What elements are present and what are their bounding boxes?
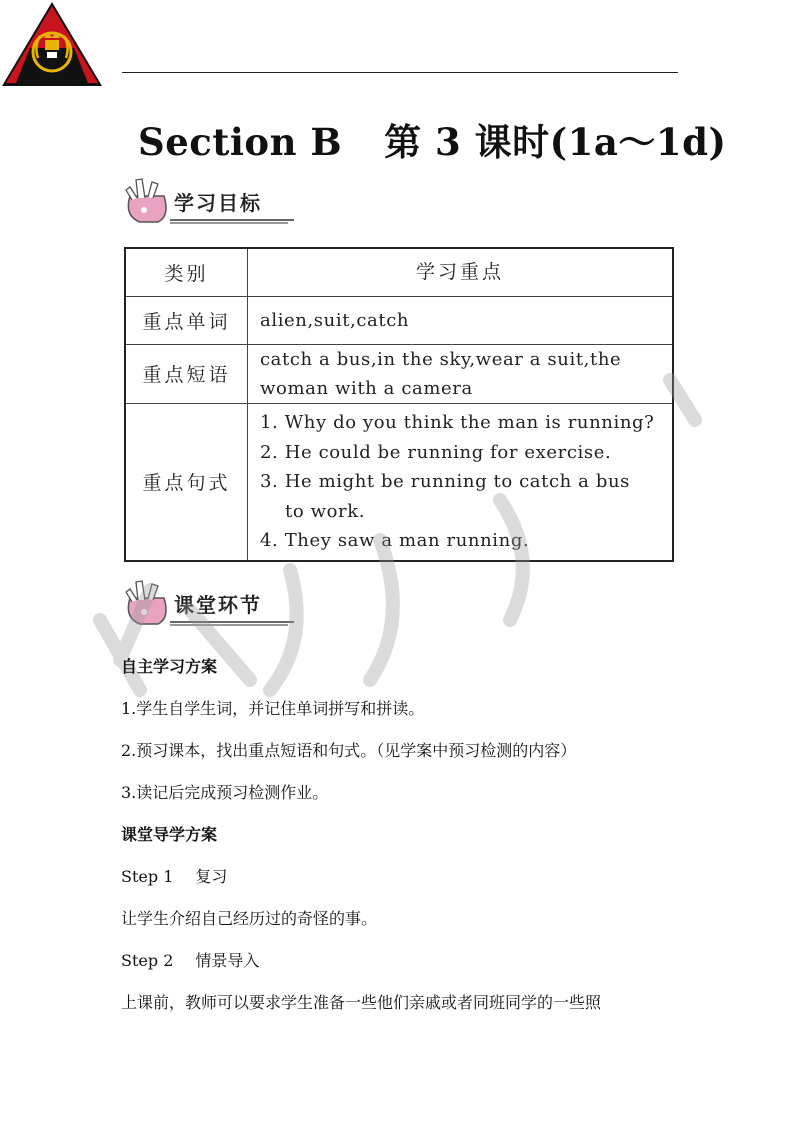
section-tag-goals bbox=[118, 176, 298, 228]
self-study-item: 2.预习课本，找出重点短语和句式。（见学案中预习检测的内容） bbox=[121, 741, 577, 760]
row-content-words: alien,suit,catch bbox=[248, 296, 674, 344]
self-study-item: 1.学生自学生词，并记住单词拼写和拼读。 bbox=[121, 699, 425, 718]
step-1-text: 让学生介绍自己经历过的奇怪的事。 bbox=[121, 909, 378, 928]
table-row bbox=[125, 403, 673, 561]
table-header-category: 类别 bbox=[125, 248, 248, 296]
sentence-item: 2. He could be running for exercise. bbox=[260, 441, 612, 463]
title-english: Section B bbox=[138, 120, 343, 164]
self-study-heading: 自主学习方案 bbox=[121, 657, 218, 676]
guide-heading: 课堂导学方案 bbox=[121, 825, 218, 844]
row-label-sentences: 重点句式 bbox=[125, 403, 248, 561]
table-row bbox=[125, 296, 673, 344]
row-label-words: 重点单词 bbox=[125, 296, 248, 344]
publisher-logo bbox=[0, 0, 104, 88]
header-rule bbox=[122, 72, 678, 73]
step-1-label: Step 1 bbox=[121, 867, 174, 886]
row-label-phrases: 重点短语 bbox=[125, 344, 248, 403]
step-2-label: Step 2 bbox=[121, 951, 174, 970]
sentence-item: 4. They saw a man running. bbox=[260, 530, 530, 551]
phrases-line: woman with a camera bbox=[260, 377, 473, 399]
row-content-sentences bbox=[248, 403, 674, 561]
section-tag-class bbox=[118, 578, 298, 630]
section-tag-label: 课堂环节 bbox=[174, 593, 262, 617]
step-2-text: 上课前，教师可以要求学生准备一些他们亲戚或者同班同学的一些照 bbox=[121, 993, 602, 1012]
table-header-focus: 学习重点 bbox=[248, 248, 674, 296]
page-title bbox=[138, 112, 727, 166]
table-header-row bbox=[125, 248, 673, 296]
row-content-phrases bbox=[248, 344, 674, 403]
sentence-item: 3. He might be running to catch a bus bbox=[260, 471, 630, 492]
phrases-line: catch a bus,in the sky,wear a suit,the bbox=[260, 348, 622, 370]
step-1-heading bbox=[121, 864, 227, 887]
sentence-item-continued: to work. bbox=[285, 500, 366, 522]
title-chinese: 第 3 课时(1a～1d) bbox=[384, 120, 727, 164]
step-2-title: 情景导入 bbox=[195, 951, 260, 970]
table-row bbox=[125, 344, 673, 403]
step-2-heading bbox=[121, 948, 259, 971]
section-tag-label: 学习目标 bbox=[174, 191, 262, 215]
sentence-item: 1. Why do you think the man is running? bbox=[260, 412, 655, 433]
step-1-title: 复习 bbox=[195, 867, 228, 886]
learning-goals-table bbox=[124, 247, 674, 562]
self-study-item: 3.读记后完成预习检测作业。 bbox=[121, 783, 329, 802]
